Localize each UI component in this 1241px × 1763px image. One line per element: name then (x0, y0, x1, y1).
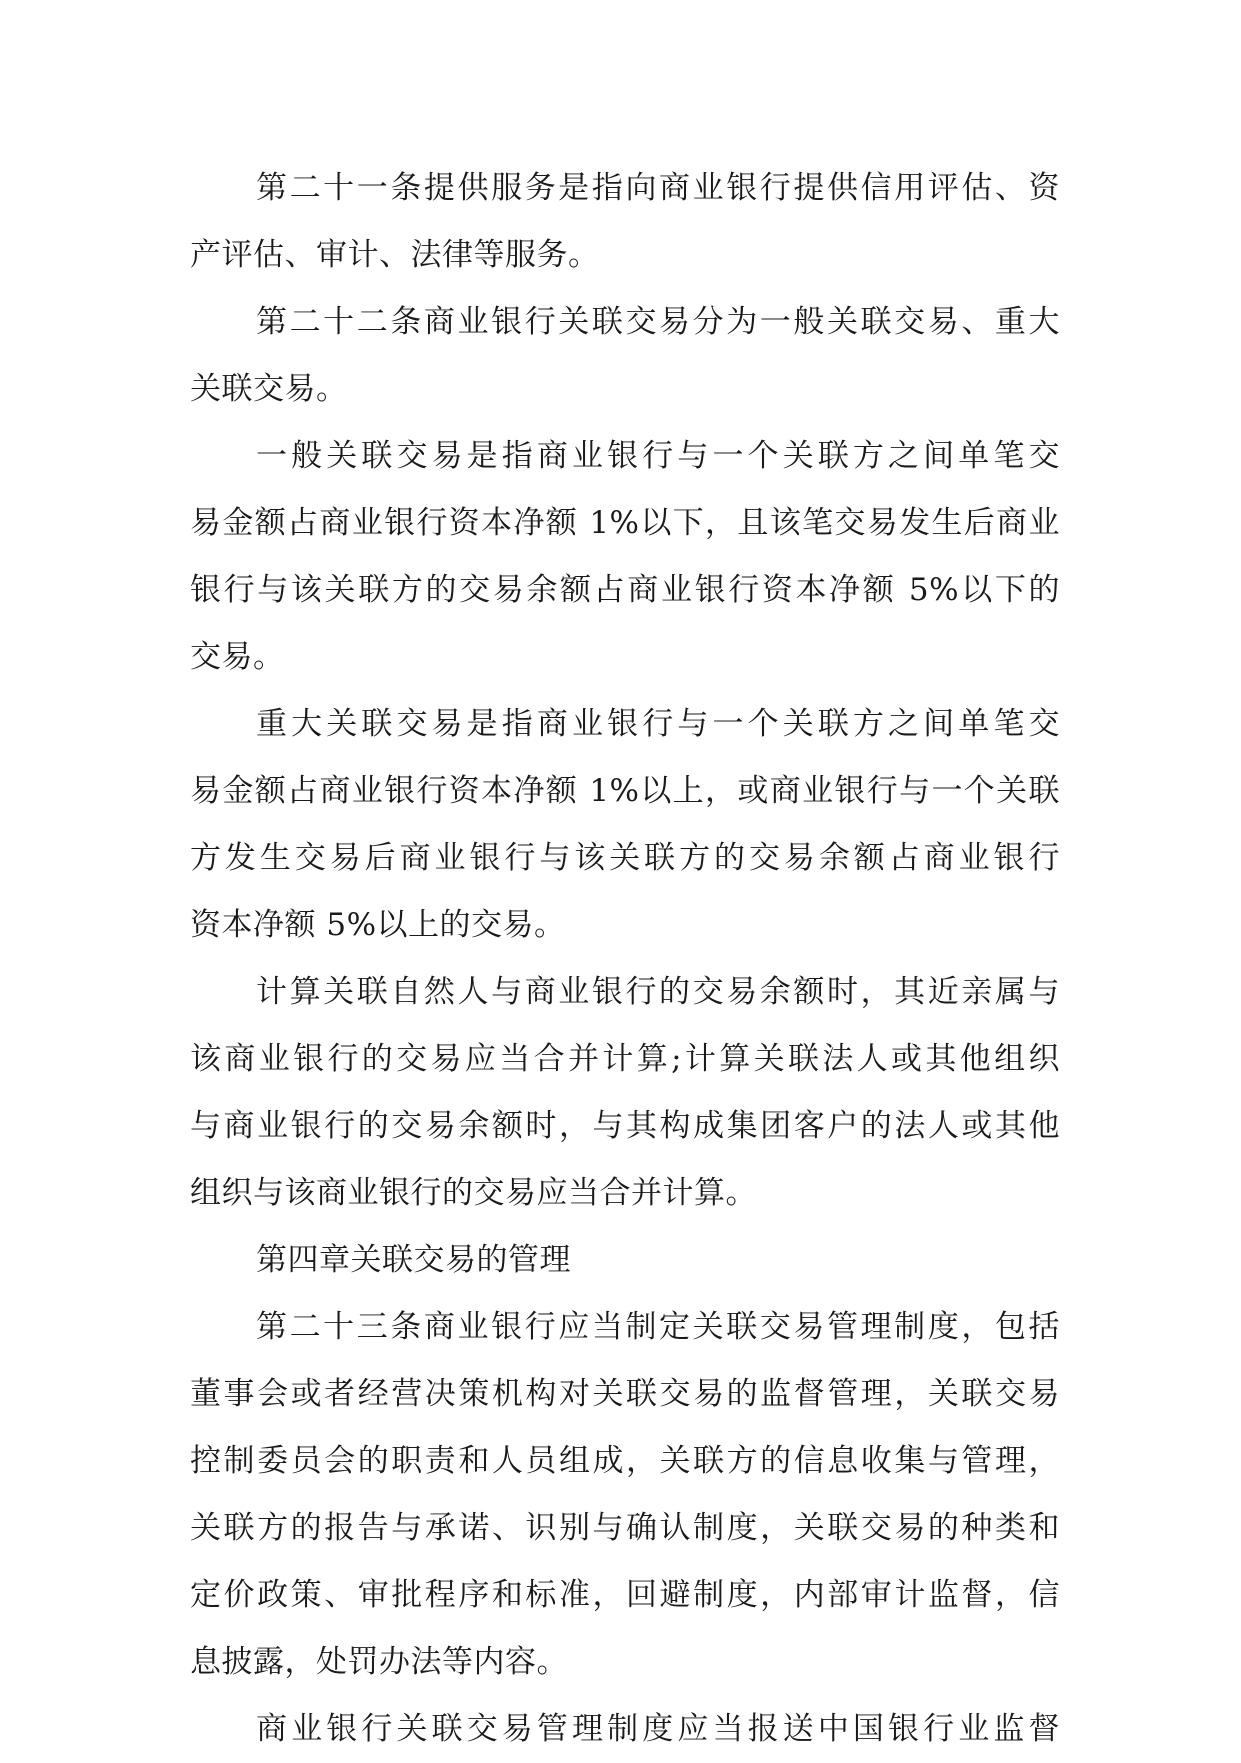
text-line: 资本净额 5%以上的交易。 (190, 907, 566, 943)
text-line: 关联交易。 (190, 371, 348, 407)
text-line: 定价政策、审批程序和标准，回避制度，内部审计监督，信 (190, 1577, 1060, 1613)
text-line: 第二十三条商业银行应当制定关联交易管理制度，包括 (256, 1309, 1060, 1345)
text-line: 第二十二条商业银行关联交易分为一般关联交易、重大 (256, 304, 1060, 340)
text-line: 银行与该关联方的交易余额占商业银行资本净额 5%以下的 (190, 572, 1060, 608)
text-line: 方发生交易后商业银行与该关联方的交易余额占商业银行 (190, 840, 1060, 876)
text-line: 易金额占商业银行资本净额 1%以下，且该笔交易发生后商业 (190, 505, 1060, 541)
text-line: 董事会或者经营决策机构对关联交易的监督管理，关联交易 (190, 1376, 1060, 1412)
text-line: 与商业银行的交易余额时，与其构成集团客户的法人或其他 (190, 1108, 1060, 1144)
text-line: 产评估、审计、法律等服务。 (190, 237, 600, 273)
chapter-heading: 第四章关联交易的管理 (256, 1242, 571, 1278)
text-line: 第二十一条提供服务是指向商业银行提供信用评估、资 (256, 170, 1060, 206)
text-line: 易金额占商业银行资本净额 1%以上，或商业银行与一个关联 (190, 773, 1060, 809)
text-line: 商业银行关联交易管理制度应当报送中国银行业监督 (256, 1711, 1060, 1747)
text-line: 组织与该商业银行的交易应当合并计算。 (190, 1175, 757, 1211)
text-line: 一般关联交易是指商业银行与一个关联方之间单笔交 (256, 438, 1060, 474)
text-line: 交易。 (190, 639, 285, 675)
text-line: 重大关联交易是指商业银行与一个关联方之间单笔交 (256, 706, 1060, 742)
text-line: 该商业银行的交易应当合并计算;计算关联法人或其他组织 (190, 1041, 1060, 1077)
text-line: 计算关联自然人与商业银行的交易余额时，其近亲属与 (256, 974, 1060, 1010)
text-line: 控制委员会的职责和人员组成，关联方的信息收集与管理， (190, 1443, 1060, 1479)
text-line: 关联方的报告与承诺、识别与确认制度，关联交易的种类和 (190, 1510, 1060, 1546)
text-line: 息披露，处罚办法等内容。 (190, 1644, 568, 1680)
document-body (190, 155, 1060, 1763)
